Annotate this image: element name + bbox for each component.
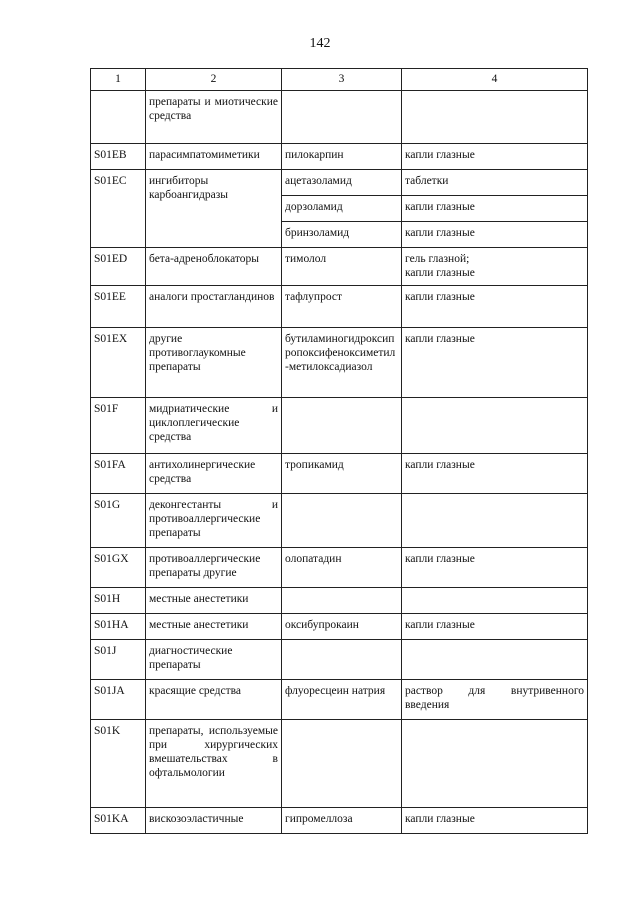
header-row (91, 69, 588, 91)
table-row (91, 494, 588, 548)
substance-cell: оксибупрокаин (282, 614, 402, 640)
group-name-cell: мидриатические и циклоплегические средства (146, 398, 282, 454)
group-name-cell: другие противоглаукомные препараты (146, 328, 282, 398)
atc-code-cell: S01HA (91, 614, 146, 640)
substance-cell: олопатадин (282, 548, 402, 588)
table-row (91, 680, 588, 720)
atc-code-cell: S01F (91, 398, 146, 454)
dosage-form-cell (402, 640, 588, 680)
atc-code-cell: S01GX (91, 548, 146, 588)
substance-cell (282, 720, 402, 808)
dosage-form-cell (402, 91, 588, 144)
group-name-cell: красящие средства (146, 680, 282, 720)
substance-cell: бутиламиногидроксипропоксифеноксиметил-метилоксадиазол (282, 328, 402, 398)
group-name-cell: вискозоэластичные (146, 808, 282, 834)
header-col-2: 2 (146, 69, 282, 91)
dosage-form-cell: капли глазные (402, 808, 588, 834)
substance-cell: дорзоламид (282, 196, 402, 222)
atc-code-cell: S01J (91, 640, 146, 680)
group-name-cell: местные анестетики (146, 588, 282, 614)
table-row (91, 144, 588, 170)
table-row (91, 588, 588, 614)
page-number: 142 (309, 36, 331, 51)
atc-code-cell: S01EE (91, 286, 146, 328)
table-row (91, 808, 588, 834)
group-name-cell: антихолинергические средства (146, 454, 282, 494)
substance-cell: бринзоламид (282, 222, 402, 248)
dosage-form-cell: капли глазные (402, 328, 588, 398)
substance-cell (282, 640, 402, 680)
table-row (91, 398, 588, 454)
table-row (91, 614, 588, 640)
substance-cell: тафлупрост (282, 286, 402, 328)
substance-cell: флуоресцеин натрия (282, 680, 402, 720)
group-name-cell: бета-адреноблокаторы (146, 248, 282, 286)
atc-code-cell: S01ED (91, 248, 146, 286)
table-header (91, 69, 588, 91)
dosage-form-cell (402, 588, 588, 614)
group-name-cell: парасимпатомиметики (146, 144, 282, 170)
dosage-form-cell (402, 494, 588, 548)
table-row (91, 720, 588, 808)
dosage-form-cell: капли глазные (402, 286, 588, 328)
table-row (91, 286, 588, 328)
dosage-form-cell: капли глазные (402, 548, 588, 588)
dosage-form-line: гель глазной; (405, 253, 470, 265)
table-row (91, 170, 588, 196)
header-col-3: 3 (282, 69, 402, 91)
atc-code-cell: S01JA (91, 680, 146, 720)
group-name-cell: ингибиторы карбоангидразы (146, 170, 282, 248)
table-body (91, 91, 588, 834)
group-name-cell: деконгестанты и противоаллергические препараты (146, 494, 282, 548)
substance-cell (282, 398, 402, 454)
atc-code-cell: S01G (91, 494, 146, 548)
dosage-form-cell (402, 720, 588, 808)
dosage-form-cell: капли глазные (402, 196, 588, 222)
atc-code-cell: S01EB (91, 144, 146, 170)
table-row (91, 640, 588, 680)
substance-cell (282, 588, 402, 614)
dosage-form-cell: капли глазные (402, 454, 588, 494)
table-row (91, 548, 588, 588)
group-name-cell: противоаллергические препараты другие (146, 548, 282, 588)
substance-cell (282, 91, 402, 144)
atc-code-cell: S01EX (91, 328, 146, 398)
table-row (91, 91, 588, 144)
dosage-form-cell: таблетки (402, 170, 588, 196)
substance-cell: тропикамид (282, 454, 402, 494)
table-row (91, 248, 588, 286)
medication-table (90, 68, 588, 834)
dosage-form-line: капли глазные (405, 267, 475, 279)
table-row (91, 328, 588, 398)
atc-code-cell (91, 91, 146, 144)
table-row (91, 454, 588, 494)
atc-code-cell: S01K (91, 720, 146, 808)
atc-code-cell: S01FA (91, 454, 146, 494)
dosage-form-cell: капли глазные (402, 222, 588, 248)
dosage-form-cell: капли глазные (402, 614, 588, 640)
group-name-cell: диагностические препараты (146, 640, 282, 680)
group-name-cell: аналоги простагландинов (146, 286, 282, 328)
substance-cell: тимолол (282, 248, 402, 286)
dosage-form-cell: капли глазные (402, 144, 588, 170)
header-col-1: 1 (91, 69, 146, 91)
group-name-cell: препараты и миотические средства (146, 91, 282, 144)
substance-cell: пилокарпин (282, 144, 402, 170)
substance-cell: гипромеллоза (282, 808, 402, 834)
header-col-4: 4 (402, 69, 588, 91)
atc-code-cell: S01EC (91, 170, 146, 248)
group-name-cell: местные анестетики (146, 614, 282, 640)
substance-cell: ацетазоламид (282, 170, 402, 196)
substance-cell (282, 494, 402, 548)
atc-code-cell: S01KA (91, 808, 146, 834)
dosage-form-cell (402, 398, 588, 454)
dosage-form-cell (402, 248, 588, 286)
atc-code-cell: S01H (91, 588, 146, 614)
dosage-form-cell: раствор для внутривенного введения (402, 680, 588, 720)
group-name-cell: препараты, используемые при хирургических вмешательствах в офтальмологии (146, 720, 282, 808)
